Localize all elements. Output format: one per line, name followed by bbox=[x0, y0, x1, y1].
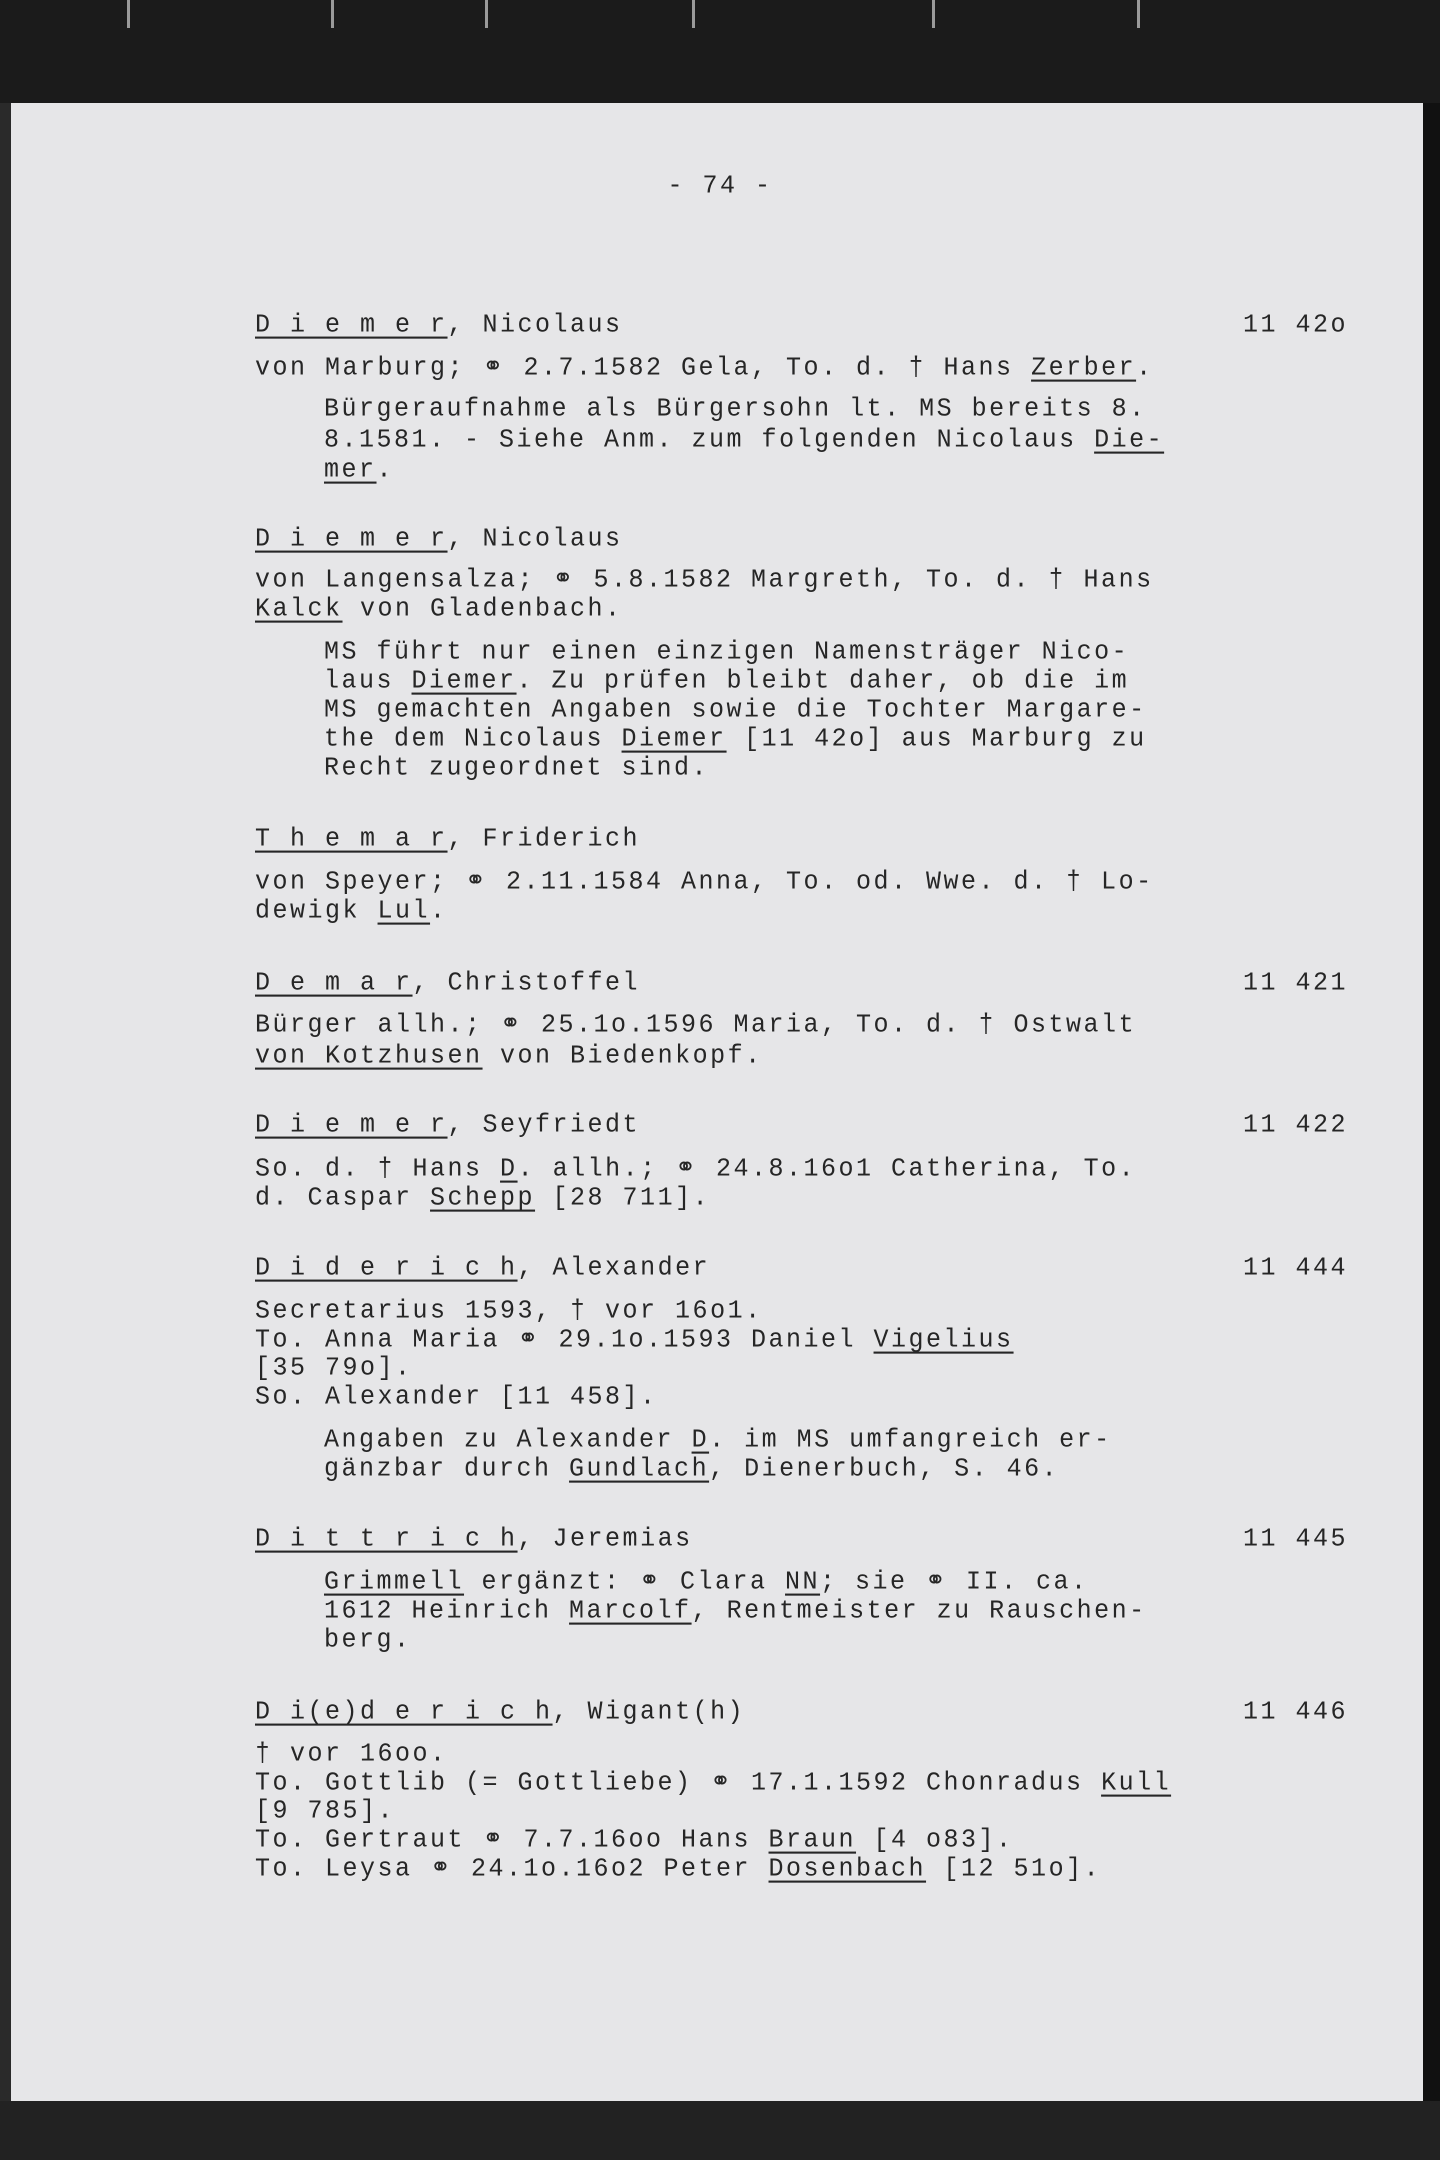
underlined-name: D bbox=[500, 1153, 518, 1184]
entry-text-line bbox=[324, 392, 1147, 426]
text-segment: . bbox=[1136, 352, 1154, 383]
entry-text-line bbox=[324, 1594, 1147, 1628]
underlined-name: Marcolf bbox=[569, 1595, 692, 1626]
text-segment: . im MS umfangreich er- bbox=[709, 1424, 1112, 1455]
entry-heading bbox=[255, 522, 623, 556]
text-segment: , Dienerbuch, S. 46. bbox=[709, 1453, 1060, 1484]
entry-text-line bbox=[324, 1452, 1059, 1486]
underlined-name: Schepp bbox=[430, 1182, 536, 1213]
text-segment: ergänzt: ⚭ Clara bbox=[464, 1566, 786, 1597]
underlined-name: Kull bbox=[1101, 1767, 1172, 1798]
entry-text-line bbox=[324, 453, 394, 487]
underlined-name: D i e m e r bbox=[255, 309, 448, 340]
text-segment: d. Caspar bbox=[255, 1182, 431, 1213]
text-segment: , Jeremias bbox=[517, 1523, 693, 1554]
entry-number: 11 446 bbox=[1243, 1696, 1349, 1727]
entry-text-line bbox=[255, 1852, 1101, 1886]
text-segment: , Rentmeister zu Rauschen- bbox=[691, 1595, 1147, 1626]
text-segment: 8.1581. - Siehe Anm. zum folgenden Nicolaus bbox=[324, 424, 1095, 455]
entry-heading bbox=[255, 1522, 693, 1556]
entry-number: 11 445 bbox=[1243, 1523, 1349, 1554]
entry-heading bbox=[255, 1108, 640, 1142]
text-segment: von Marburg; ⚭ 2.7.1582 Gela, To. d. † Hans bbox=[255, 352, 1032, 383]
page-number: - 74 - bbox=[667, 170, 773, 201]
entry-heading bbox=[255, 822, 640, 856]
text-segment: , Christoffel bbox=[412, 967, 641, 998]
text-segment: . bbox=[376, 454, 395, 485]
text-segment: Angaben zu Alexander bbox=[324, 1424, 692, 1455]
text-segment: [4 o83]. bbox=[856, 1824, 1014, 1855]
text-segment: MS führt nur einen einzigen Namensträger Nico- bbox=[324, 636, 1130, 667]
underlined-name: D e m a r bbox=[255, 967, 413, 998]
text-segment: , Nicolaus bbox=[447, 309, 623, 340]
underlined-name: D i(e)d e r i c h bbox=[255, 1696, 553, 1727]
entry-number: 11 421 bbox=[1243, 967, 1349, 998]
text-segment: . bbox=[430, 895, 448, 926]
underlined-name: D i t t r i c h bbox=[255, 1523, 518, 1554]
underlined-name: Kalck bbox=[255, 593, 343, 624]
entry-text-line bbox=[255, 592, 623, 626]
text-segment: † vor 16oo. bbox=[255, 1738, 448, 1769]
text-segment: , Wigant(h) bbox=[552, 1696, 746, 1727]
scanner-bottom-band bbox=[0, 2101, 1440, 2160]
underlined-name: D i e m e r bbox=[255, 1109, 448, 1140]
entry-text-line bbox=[255, 894, 448, 928]
page-edge bbox=[1423, 103, 1440, 2101]
text-segment: To. Anna Maria ⚭ 29.1o.1593 Daniel bbox=[255, 1324, 874, 1355]
entry-number: 11 42o bbox=[1243, 309, 1349, 340]
text-segment: , Friderich bbox=[447, 823, 641, 854]
underlined-name: T h e m a r bbox=[255, 823, 448, 854]
text-segment: So. Alexander [11 458]. bbox=[255, 1381, 658, 1412]
ruler-tick bbox=[692, 0, 695, 28]
underlined-name: Zerber bbox=[1031, 352, 1137, 383]
text-segment: So. d. † Hans bbox=[255, 1153, 501, 1184]
text-segment: von Gladenbach. bbox=[342, 593, 623, 624]
text-segment: [12 51o]. bbox=[926, 1853, 1102, 1884]
text-segment: To. Leysa ⚭ 24.1o.16o2 Peter bbox=[255, 1853, 769, 1884]
entry-text-line bbox=[324, 751, 709, 785]
ruler-tick bbox=[331, 0, 334, 28]
entry-text-line bbox=[255, 1380, 658, 1414]
underlined-name: Grimmell bbox=[324, 1566, 465, 1597]
text-segment: Recht zugeordnet sind. bbox=[324, 752, 710, 783]
text-segment: Secretarius 1593, † vor 16o1. bbox=[255, 1295, 763, 1326]
ruler-tick bbox=[127, 0, 130, 28]
underlined-name: D i d e r i c h bbox=[255, 1252, 518, 1283]
underlined-name: NN bbox=[785, 1566, 821, 1597]
text-segment: . Zu prüfen bleibt daher, ob die im bbox=[516, 665, 1130, 696]
text-segment: , Seyfriedt bbox=[447, 1109, 641, 1140]
text-segment: berg. bbox=[324, 1624, 412, 1655]
entry-number: 11 422 bbox=[1243, 1109, 1349, 1140]
entry-number: 11 444 bbox=[1243, 1252, 1349, 1283]
text-segment: Bürgeraufnahme als Bürgersohn lt. MS bereits 8. bbox=[324, 393, 1147, 424]
text-segment: [28 711]. bbox=[535, 1182, 711, 1213]
scanner-top-band bbox=[0, 0, 1440, 103]
underlined-name: Die- bbox=[1094, 424, 1165, 455]
text-segment: , Alexander bbox=[517, 1252, 711, 1283]
underlined-name: Braun bbox=[768, 1824, 857, 1855]
text-segment: von Biedenkopf. bbox=[482, 1040, 763, 1071]
text-segment: , Nicolaus bbox=[447, 523, 623, 554]
entry-text-line bbox=[255, 351, 1154, 385]
text-segment: ; sie ⚭ II. ca. bbox=[820, 1566, 1089, 1597]
ruler-tick bbox=[932, 0, 935, 28]
entry-heading bbox=[255, 1695, 745, 1729]
text-segment: [35 79o]. bbox=[255, 1352, 413, 1383]
underlined-name: Diemer bbox=[411, 665, 517, 696]
text-segment: [11 42o] aus Marburg zu bbox=[726, 723, 1147, 754]
text-segment: the dem Nicolaus bbox=[324, 723, 622, 754]
entry-heading bbox=[255, 1251, 710, 1285]
underlined-name: D i e m e r bbox=[255, 523, 448, 554]
entry-text-line bbox=[255, 1181, 710, 1215]
underlined-name: mer bbox=[324, 454, 377, 485]
underlined-name: Lul bbox=[377, 895, 431, 926]
text-segment: . allh.; ⚭ 24.8.16o1 Catherina, To. bbox=[517, 1153, 1137, 1184]
text-segment: gänzbar durch bbox=[324, 1453, 570, 1484]
underlined-name: von Kotzhusen bbox=[255, 1040, 483, 1071]
underlined-name: Vigelius bbox=[873, 1324, 1014, 1355]
entry-text-line bbox=[324, 423, 1164, 457]
entry-heading bbox=[255, 308, 623, 342]
text-segment: To. Gertraut ⚭ 7.7.16oo Hans bbox=[255, 1824, 769, 1855]
text-segment: laus bbox=[324, 665, 412, 696]
entry-heading bbox=[255, 966, 640, 1000]
ruler-tick bbox=[1137, 0, 1140, 28]
text-segment: [9 785]. bbox=[255, 1795, 396, 1826]
underlined-name: Dosenbach bbox=[768, 1853, 927, 1884]
entry-text-line bbox=[324, 1623, 412, 1657]
text-segment: To. Gottlib (= Gottliebe) ⚭ 17.1.1592 Chonradus bbox=[255, 1767, 1102, 1798]
text-segment: 1612 Heinrich bbox=[324, 1595, 570, 1626]
text-segment: von Langensalza; ⚭ 5.8.1582 Margreth, To. d. † Hans bbox=[255, 564, 1154, 595]
text-segment: MS gemachten Angaben sowie die Tochter Margare- bbox=[324, 694, 1147, 725]
underlined-name: D bbox=[691, 1424, 710, 1455]
text-segment: von Speyer; ⚭ 2.11.1584 Anna, To. od. Wwe. d. † Lo- bbox=[255, 866, 1154, 897]
underlined-name: Gundlach bbox=[569, 1453, 710, 1484]
ruler-tick bbox=[485, 0, 488, 28]
entry-text-line bbox=[255, 1008, 1136, 1042]
text-segment: Bürger allh.; ⚭ 25.1o.1596 Maria, To. d. † Ostwalt bbox=[255, 1009, 1137, 1040]
text-segment: dewigk bbox=[255, 895, 378, 926]
entry-text-line bbox=[255, 1039, 763, 1073]
underlined-name: Diemer bbox=[621, 723, 727, 754]
